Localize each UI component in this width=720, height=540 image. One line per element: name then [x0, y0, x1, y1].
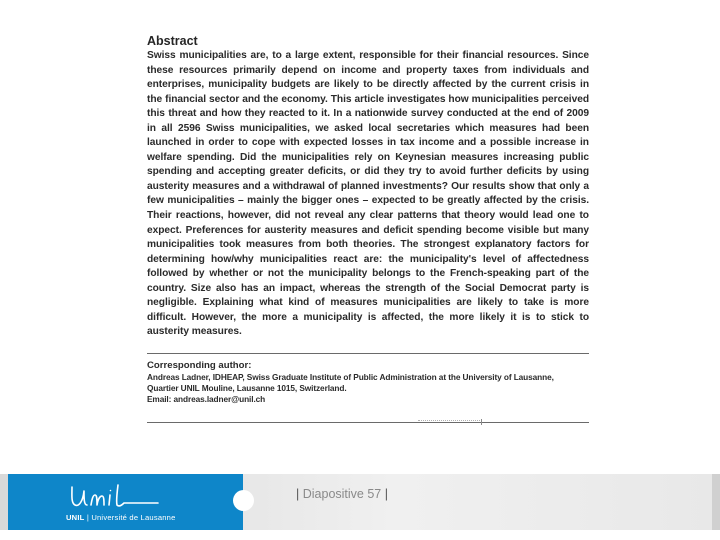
slide-label-bar-left: | [296, 487, 300, 501]
author-address-line: Quartier UNIL Mouline, Lausanne 1015, Switzerland. [147, 383, 347, 394]
logo-script-text: Unil [66, 481, 68, 482]
slide-number-text: Diapositive 57 [302, 487, 382, 501]
abstract-heading: Abstract [147, 34, 198, 48]
logo-caption-rest: | Université de Lausanne [84, 513, 176, 522]
divider-bottom [147, 422, 589, 423]
slide-number-label [296, 487, 388, 501]
logo-caption-bold: UNIL [66, 513, 85, 522]
author-affiliation-line: Andreas Ladner, IDHEAP, Swiss Graduate Institute of Public Administration at the University of Lausanne, [147, 372, 554, 382]
scan-artifact-tick [481, 419, 482, 425]
unil-logo-caption [66, 513, 176, 522]
scan-artifact [418, 420, 482, 424]
corresponding-author-block [147, 360, 589, 406]
footer-edge [712, 474, 720, 530]
corresponding-author-heading: Corresponding author: [147, 360, 252, 371]
abstract-section [147, 34, 589, 340]
unil-logo-icon [66, 481, 162, 513]
slide-label-bar-right: | [384, 487, 388, 501]
author-email-line: Email: andreas.ladner@unil.ch [147, 394, 266, 405]
divider-top [147, 353, 589, 354]
footer-dot [233, 490, 254, 511]
abstract-body: Swiss municipalities are, to a large extent, responsible for their financial resources. Since these resources primarily depend on income and property taxes from individuals and enterprises, municipality budgets are likely to be directly affected by the current crisis in the financial sector and the economy. This article investigates how municipalities perceived this threat and how they reacted to it. In a nationwide survey conducted at the end of 2009 in all 2596 Swiss municipalities, we asked local secretaries which measures had been launched in order to cope with expected losses in tax income and a possible increase in welfare spending. Did the municipalities rely on Keynesian measures increasing public spending and accepting greater deficits, or did they try to avoid further deficits by using austerity measures and a withdrawal of planned investments? Our results show that only a few municipalities – mainly the bigger ones – expected to be greatly affected by the crisis. Their reactions, however, did not reveal any clear patterns that theory would lead one to expect. Preferences for austerity measures and deficit spending become visible but many municipalities took measures from both theories. The strongest explanatory factors for determining how/why municipalities react are: the municipality's level of affectedness followed by whether or not the municipality belongs to the French-speaking part of the country. Size also has an impact, whereas the strength of the Social Democrat party is negligible. Explaining what kind of measures municipalities are likely to take is more difficult. However, the more a municipality is affected, the more likely it is to stick to austerity measures. [147, 50, 589, 338]
